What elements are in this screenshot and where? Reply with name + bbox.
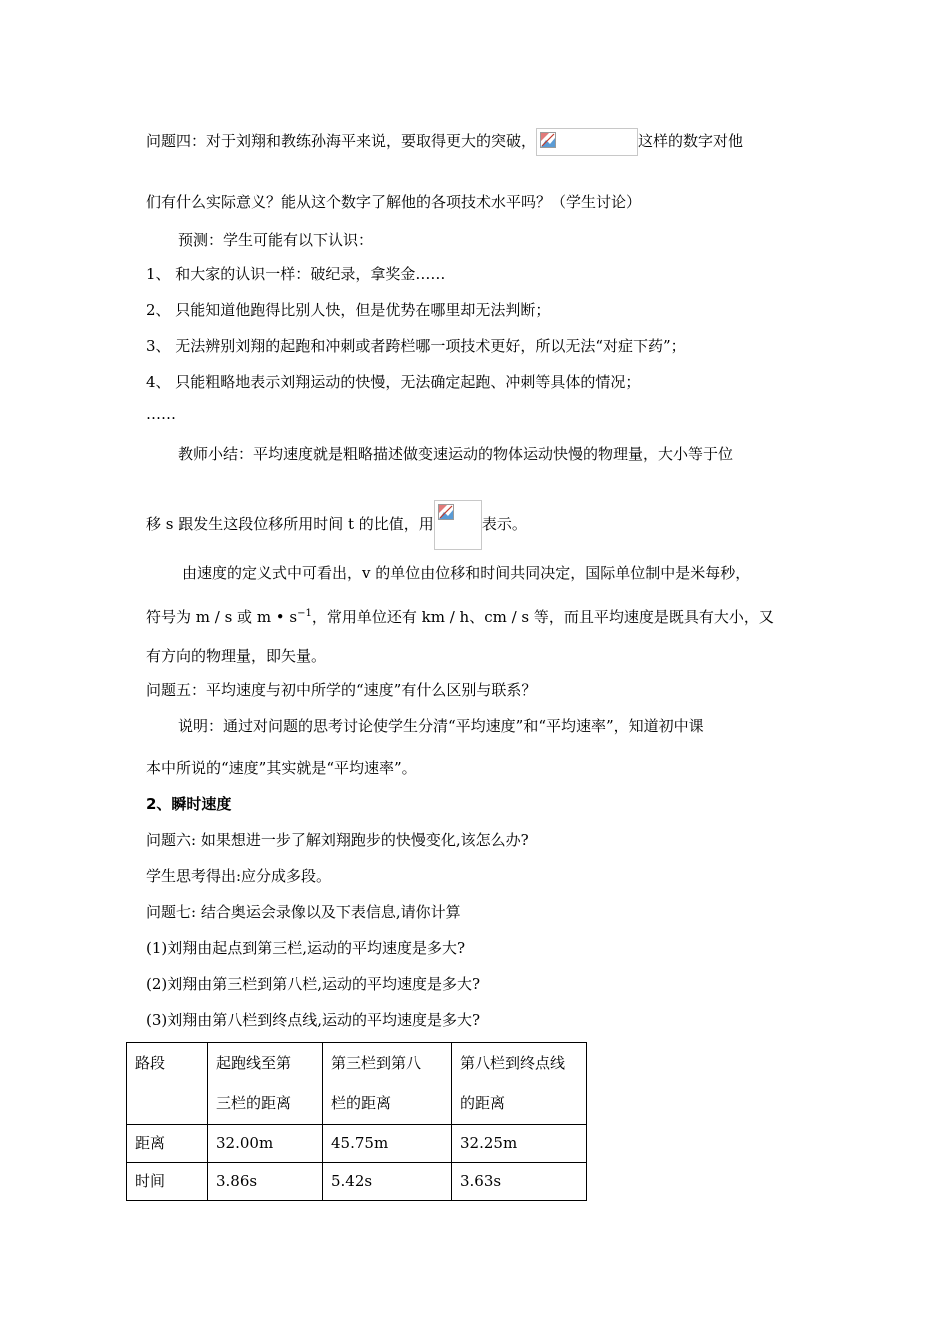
- table-header-cell: [452, 1043, 587, 1125]
- formula-image-placeholder: [434, 500, 482, 550]
- table-cell: 时间: [127, 1163, 208, 1201]
- prediction-intro: 预测：学生可能有以下认识：: [178, 231, 374, 249]
- q7-item-1: (1)刘翔由起点到第三栏,运动的平均速度是多大?: [146, 939, 466, 957]
- table-header-row: [127, 1043, 587, 1125]
- prediction-item-1: 1、 和大家的认识一样：破纪录，拿奖金……: [146, 265, 446, 283]
- prediction-item-3: 3、 无法辨别刘翔的起跑和冲刺或者跨栏哪一项技术更好，所以无法“对症下药”；: [146, 337, 686, 355]
- table-header-cell: [323, 1043, 452, 1125]
- segment-table: [126, 1042, 587, 1201]
- q5-text: 问题五：平均速度与初中所学的“速度”有什么区别与联系？: [146, 681, 537, 699]
- header-label: 路段: [135, 1054, 166, 1072]
- header-label: 栏的距离: [331, 1094, 392, 1112]
- units-line-1: 由速度的定义式中可看出，v 的单位由位移和时间共同决定，国际单位制中是米每秒，: [182, 564, 751, 582]
- units-line-2: [146, 604, 774, 627]
- q7-item-3: (3)刘翔由第八栏到终点线,运动的平均速度是多大?: [146, 1011, 481, 1029]
- table-cell: 距离: [127, 1125, 208, 1163]
- table-cell: 32.00m: [208, 1125, 323, 1163]
- q4-line: [146, 128, 743, 156]
- q7-item-2: (2)刘翔由第三栏到第八栏,运动的平均速度是多大?: [146, 975, 481, 993]
- q4-text-after: 这样的数字对他: [638, 132, 744, 150]
- prediction-item-4: 4、 只能粗略地表示刘翔运动的快慢，无法确定起跑、冲刺等具体的情况；: [146, 373, 641, 391]
- broken-image-icon: [540, 132, 556, 148]
- units-superscript: −1: [297, 608, 312, 619]
- q7-text: 问题七: 结合奥运会录像以及下表信息,请你计算: [146, 903, 461, 921]
- units-line-3: 有方向的物理量，即矢量。: [146, 647, 327, 665]
- header-label: 起跑线至第: [216, 1054, 292, 1072]
- summary-line-2-before: 移 s 跟发生这段位移所用时间 t 的比值，用: [146, 515, 434, 533]
- section-heading: 2、瞬时速度: [146, 795, 232, 813]
- table-cell: 5.42s: [323, 1163, 452, 1201]
- table-cell: 3.86s: [208, 1163, 323, 1201]
- header-label: 三栏的距离: [216, 1094, 292, 1112]
- prediction-item-2: 2、 只能知道他跑得比别人快，但是优势在哪里却无法判断；: [146, 301, 551, 319]
- summary-line-2-after: 表示。: [481, 515, 527, 533]
- q4-continuation: 们有什么实际意义？能从这个数字了解他的各项技术水平吗？（学生讨论）: [146, 193, 642, 211]
- student-think-text: 学生思考得出:应分成多段。: [146, 867, 332, 885]
- q4-text-before: 问题四：对于刘翔和教练孙海平来说，要取得更大的突破，: [146, 132, 537, 150]
- table-row: [127, 1125, 587, 1163]
- table-header-cell: [127, 1043, 208, 1125]
- explain-line-2: 本中所说的“速度”其实就是“平均速率”。: [146, 759, 417, 777]
- header-label: 第三栏到第八: [331, 1054, 422, 1072]
- table-cell: 32.25m: [452, 1125, 587, 1163]
- summary-line-1: 教师小结：平均速度就是粗略描述做变速运动的物体运动快慢的物理量，大小等于位: [178, 445, 734, 463]
- broken-image-icon: [438, 504, 454, 520]
- header-label: 第八栏到终点线: [460, 1054, 566, 1072]
- units-line-2-b: ，常用单位还有 km / h、cm / s 等，而且平均速度是既具有大小，又: [311, 608, 774, 626]
- units-line-2-a: 符号为 m / s 或 m • s: [146, 608, 298, 626]
- table-cell: 3.63s: [452, 1163, 587, 1201]
- summary-line-2: [146, 500, 527, 550]
- header-label: 的距离: [460, 1094, 506, 1112]
- table-cell: 45.75m: [323, 1125, 452, 1163]
- q6-text: 问题六: 如果想进一步了解刘翔跑步的快慢变化,该怎么办?: [146, 831, 529, 849]
- table-row: [127, 1163, 587, 1201]
- table-header-cell: [208, 1043, 323, 1125]
- explain-line-1: 说明：通过对问题的思考讨论使学生分清“平均速度”和“平均速率”，知道初中课: [178, 717, 704, 735]
- formula-image-placeholder: [536, 128, 638, 156]
- prediction-ellipsis: ……: [146, 405, 176, 423]
